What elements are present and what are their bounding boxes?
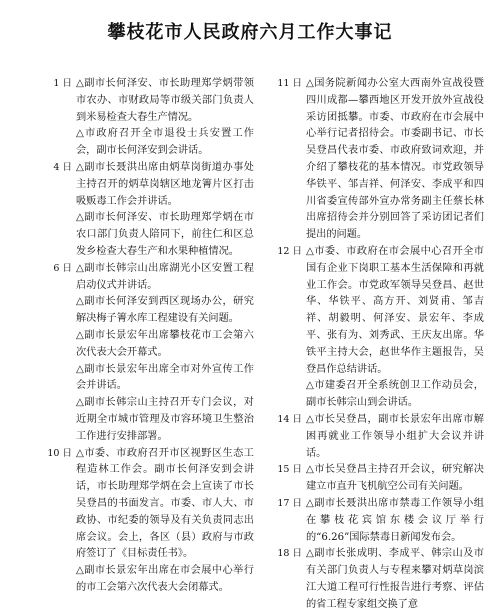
event-item: △副市长何泽安、市长助理郑学炳在市农口部门负责人陪同下，前往仁和区总发乡检查大春生产和水果种植情况。 (76, 212, 254, 257)
day-entry (270, 76, 484, 244)
event-item: △副市长张成明、李成平、韩宗山及市有关部门负责人与专程来攀对炳草岗滨江大道工程可行性报告进行考察、评估的省工程专家组交换了意 (306, 548, 484, 610)
event-item: △副市长聂洪出席市禁毒工作领导小组在攀枝花宾馆东楼会议厅举行的“6.26”国际禁毒日新闻发布会。 (306, 497, 484, 543)
day-label: 4 日 (53, 161, 72, 173)
event-item: △副市长韩宗山出席湖光小区安置工程启动仪式并讲话。 (76, 262, 254, 291)
day-events (306, 76, 484, 244)
event-item: △市政府召开全市退役士兵安置工作会，副市长何泽安到会讲话。 (76, 128, 254, 157)
event-item: △市长吴登昌主持召开会议，研究解决建立市直升飞机航空公司有关问题。 (306, 464, 484, 493)
day-label: 18 日 (277, 548, 302, 560)
day-label: 10 日 (47, 447, 72, 459)
day-label: 11 日 (277, 78, 302, 89)
event-item: △副市长景宏年出席攀枝花市工会第六次代表大会开幕式。 (76, 329, 254, 358)
day-label: 15 日 (277, 464, 302, 476)
day-entry (44, 76, 254, 160)
day-entry (44, 446, 254, 597)
event-item: △市委、市政府召开市区视野区生态工程造林工作会。副市长何泽安到会讲话，市长助理郑学炳在会上宣读了市长吴登昌的书面发言。市委、市人大、市政协、市纪委的领导及有关负责同志出席会议。会上，各区（县）政府与市政府签订了《目标责任书》。 (76, 447, 254, 560)
day-entry (44, 261, 254, 446)
right-column (270, 76, 484, 614)
day-entry (270, 546, 484, 613)
day-label: 12 日 (277, 245, 302, 257)
event-item: △副市长何泽安到西区现场办公，研究解决梅子箐水库工程建设有关问题。 (76, 296, 254, 325)
day-label: 1 日 (53, 78, 72, 89)
day-label: 17 日 (277, 497, 302, 509)
event-item: △市委、市政府在市会展中心召开全市国有企业下岗职工基本生活保障和再就业工作会。市党政军领导吴登昌、赵世华、华铁平、高方开、刘贤甫、邹吉祥、胡毅明、何泽安、景宏年、李成平、张有为、刘秀武、王庆友出席。华铁平主持大会，赵世华作主题报告，吴登昌作总结讲话。 (306, 245, 484, 375)
day-events (76, 160, 254, 261)
event-item: △副市长聂洪出席由炳草岗街道办事处主持召开的炳草岗辖区地龙箐片区打击吸贩毒工作会并讲话。 (76, 161, 254, 207)
day-events (306, 496, 484, 546)
event-item: △市建委召开全系统创卫工作动员会，副市长韩宗山到会讲话。 (306, 380, 484, 409)
event-item: △副市长景宏年出席全市对外宣传工作会并讲话。 (76, 363, 254, 392)
event-item: △副市长韩宗山主持召开专门会议，对近期全市城市管理及市容环境卫生整治工作进行安排部署。 (76, 397, 254, 442)
day-label: 14 日 (277, 413, 302, 425)
page-title: 攀枝花市人民政府六月工作大事记 (107, 22, 393, 43)
event-item: △国务院新闻办公室大西南外宣战役暨四川成都—攀西地区开发开放外宣战役采访团抵攀。市委、市政府在市会展中心举行记者招待会。市委副书记、市长吴登昌代表市委、市政府致词欢迎，并介绍了攀枝花的基本情况。市党政领导华铁平、邹吉祥、何泽安、李成平和四川省委宣传部外宣办常务副主任蔡长林出席招待会并分别回答了采访团记者们提出的问题。 (306, 78, 484, 241)
event-item: △副市长何泽安、市长助理郑学炳带领市农办、市财政局等市级关部门负责人到米易检查大春生产情况。 (76, 78, 254, 123)
day-entry (270, 462, 484, 496)
day-label: 6 日 (53, 262, 72, 274)
event-item: △副市长景宏年出席在市会展中心举行的市工会第六次代表大会闭幕式。 (76, 565, 254, 593)
day-entry (270, 412, 484, 462)
left-column (44, 76, 254, 597)
day-events (306, 462, 484, 496)
day-events (306, 412, 484, 462)
day-entry (270, 244, 484, 412)
day-events (306, 546, 484, 613)
day-events (76, 261, 254, 446)
day-events (306, 244, 484, 412)
day-entry (44, 160, 254, 261)
day-events (76, 446, 254, 597)
day-events (76, 76, 254, 160)
event-item: △市长吴登昌，副市长景宏年出席市解困再就业工作领导小组扩大会议并讲话。 (306, 413, 484, 459)
day-entry (270, 496, 484, 546)
